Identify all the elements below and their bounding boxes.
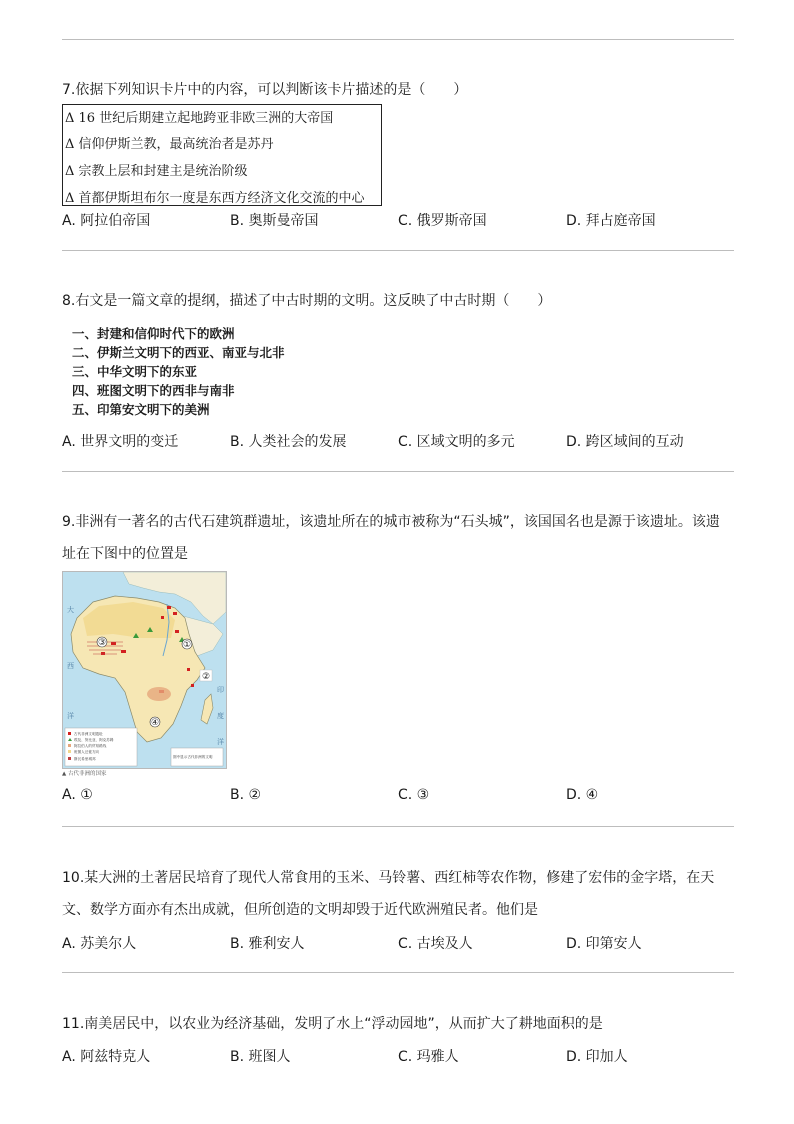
marker-4: ④ [150,718,160,728]
question-9-stem-line2: 址在下图中的位置是 [62,546,188,562]
question-10-options [62,933,742,951]
divider [62,39,734,40]
option-a[interactable]: A. 阿兹特克人 [62,1049,151,1065]
option-c[interactable]: C. 俄罗斯帝国 [398,213,487,229]
option-d[interactable]: D. 印第安人 [566,936,642,952]
marker-2: ② [201,672,211,682]
card-line: Δ 信仰伊斯兰教，最高统治者是苏丹 [65,137,274,152]
ocean-label: 洋 [217,738,224,746]
card-line: Δ 宗教上层和封建主是统治阶级 [65,164,248,179]
option-c[interactable]: C. 区域文明的多元 [398,434,515,450]
divider [62,826,734,827]
zimbabwe-region [147,687,171,701]
outline-item: 三、中华文明下的东亚 [72,364,198,379]
africa-map [62,571,227,769]
legend-entry: 古代非洲文明遗址 [74,732,103,736]
option-a[interactable]: A. 阿拉伯帝国 [62,213,151,229]
option-a[interactable]: A. 苏美尔人 [62,936,137,952]
marker-1: ① [182,640,192,650]
card-line: Δ 16 世纪后期建立起地跨亚非欧三洲的大帝国 [65,111,334,126]
divider [62,471,734,472]
madagascar-land [201,694,213,724]
legend-entry: 阿拉伯人的贸易路线 [74,744,107,748]
map-note: 图中显示古代非洲的文明 [173,755,213,759]
marker-3: ③ [97,638,107,648]
option-c[interactable]: C. 玛雅人 [398,1049,459,1065]
ocean-label: 洋 [67,712,74,720]
question-9-options [62,787,742,805]
question-9-stem-line1: 9.非洲有一著名的古代石建筑群遗址，该遗址所在的城市被称为“石头城”，该国国名也是源于该遗址。该遗 [62,514,720,530]
option-b[interactable]: B. ② [230,787,262,803]
question-11-stem: 11.南美居民中，以农业为经济基础，发明了水上“浮动园地”，从而扩大了耕地面积的是 [62,1016,603,1032]
legend-entry: 埃及、努比亚、阿克苏姆 [74,738,114,742]
option-c[interactable]: C. 古埃及人 [398,936,473,952]
card-line: Δ 首都伊斯坦布尔一度是东西方经济文化交流的中心 [65,191,365,206]
question-8-options [62,431,742,449]
option-d[interactable]: D. 跨区域间的互动 [566,434,684,450]
option-d[interactable]: D. 印加人 [566,1049,628,1065]
legend-entry: 班图人迁徙方向 [74,750,100,754]
divider [62,250,734,251]
outline-item: 一、封建和信仰时代下的欧洲 [72,326,235,341]
outline-item: 五、印第安文明下的美洲 [72,402,210,417]
knowledge-card [62,104,382,206]
option-c[interactable]: C. ③ [398,787,430,803]
africa-map-graphic [63,572,226,768]
option-b[interactable]: B. 人类社会的发展 [230,434,347,450]
outline-item: 二、伊斯兰文明下的西亚、南亚与北非 [72,345,285,360]
option-d[interactable]: D. 拜占庭帝国 [566,213,656,229]
option-b[interactable]: B. 班图人 [230,1049,291,1065]
option-a[interactable]: A. 世界文明的变迁 [62,434,179,450]
question-11-options [62,1046,742,1064]
question-7-options [62,210,742,228]
question-10-stem-line2: 文、数学方面亦有杰出成就，但所创造的文明却毁于近代欧洲殖民者。他们是 [62,902,538,918]
ocean-label: 度 [217,712,224,720]
option-a[interactable]: A. ① [62,787,93,803]
option-b[interactable]: B. 雅利安人 [230,936,305,952]
question-8-stem: 8.右文是一篇文章的提纲，描述了中古时期的文明。这反映了中古时期（ ） [62,293,552,309]
ocean-label: 西 [67,662,74,670]
option-d[interactable]: D. ④ [566,787,599,803]
map-caption: ▲ 古代非洲的国家 [62,771,107,777]
option-b[interactable]: B. 奥斯曼帝国 [230,213,319,229]
question-10-stem-line1: 10.某大洲的土著居民培育了现代人常食用的玉米、马铃薯、西红柿等农作物，修建了宏伟的金字塔，在天 [62,870,715,886]
question-7-stem: 7.依据下列知识卡片中的内容，可以判断该卡片描述的是（ ） [62,82,468,98]
divider [62,972,734,973]
ocean-label: 大 [67,606,74,614]
legend-entry: 斯瓦希里城邦 [74,757,96,761]
ocean-label: 印 [217,686,224,694]
outline-item: 四、班图文明下的西非与南非 [72,383,235,398]
